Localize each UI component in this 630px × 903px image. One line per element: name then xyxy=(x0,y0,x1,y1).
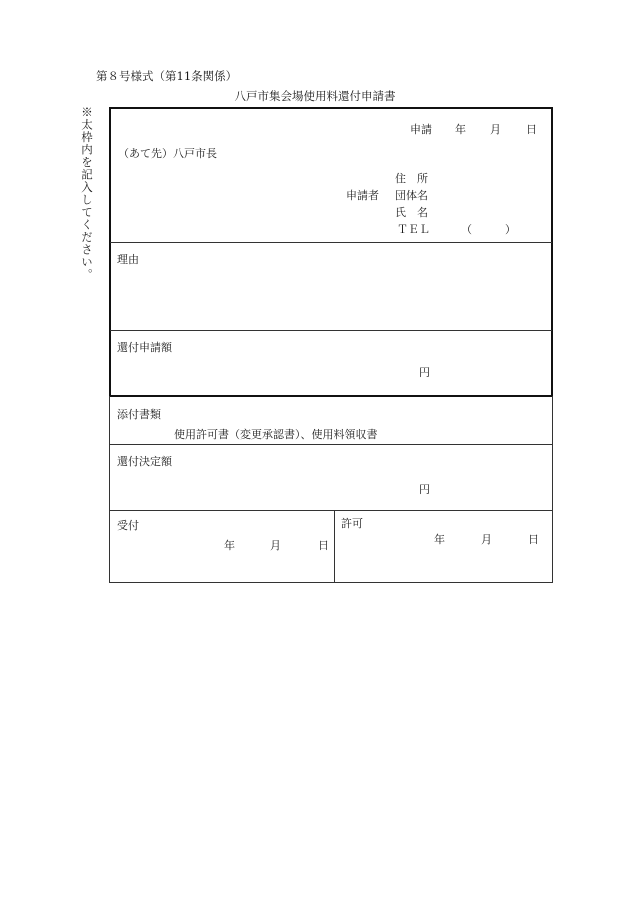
reception-label: 受付 xyxy=(117,519,139,532)
divider-refund-request xyxy=(110,330,552,331)
reception-month: 月 xyxy=(270,539,281,552)
tel-paren: （ ） xyxy=(461,223,516,236)
office-section-frame xyxy=(109,396,553,583)
group-label: 団体名 xyxy=(395,189,428,202)
name-label: 氏 名 xyxy=(395,206,428,219)
reason-label: 理由 xyxy=(117,253,139,266)
divider-reason xyxy=(110,242,552,243)
tel-label: ＴＥＬ xyxy=(397,223,430,236)
divider-permission xyxy=(334,510,335,583)
page-title: 八戸市集会場使用料還付申請書 xyxy=(234,89,396,103)
refund-request-label: 還付申請額 xyxy=(117,341,172,354)
permission-year: 年 xyxy=(434,533,445,546)
date-label: 申請 xyxy=(410,123,432,136)
reception-year: 年 xyxy=(224,539,235,552)
permission-label: 許可 xyxy=(341,517,363,530)
side-note: ※太枠内を記入してください。 xyxy=(80,106,94,281)
reception-day: 日 xyxy=(318,539,329,552)
applicant-label: 申請者 xyxy=(346,189,379,202)
permission-day: 日 xyxy=(528,533,539,546)
refund-request-unit: 円 xyxy=(419,366,430,379)
addressee: （あて先）八戸市長 xyxy=(118,147,217,160)
divider-reception xyxy=(109,510,553,511)
address-label: 住 所 xyxy=(395,172,428,185)
permission-month: 月 xyxy=(481,533,492,546)
date-year-label: 年 xyxy=(455,123,466,136)
divider-refund-decision xyxy=(109,444,553,445)
refund-decision-label: 還付決定額 xyxy=(117,455,172,468)
refund-decision-unit: 円 xyxy=(419,483,430,496)
date-month-label: 月 xyxy=(490,123,501,136)
form-number: 第８号様式（第11条関係） xyxy=(96,69,238,83)
date-day-label: 日 xyxy=(526,123,537,136)
attachments-label: 添付書類 xyxy=(117,408,161,421)
attachments-content: 使用許可書（変更承認書）、使用料領収書 xyxy=(174,428,378,441)
